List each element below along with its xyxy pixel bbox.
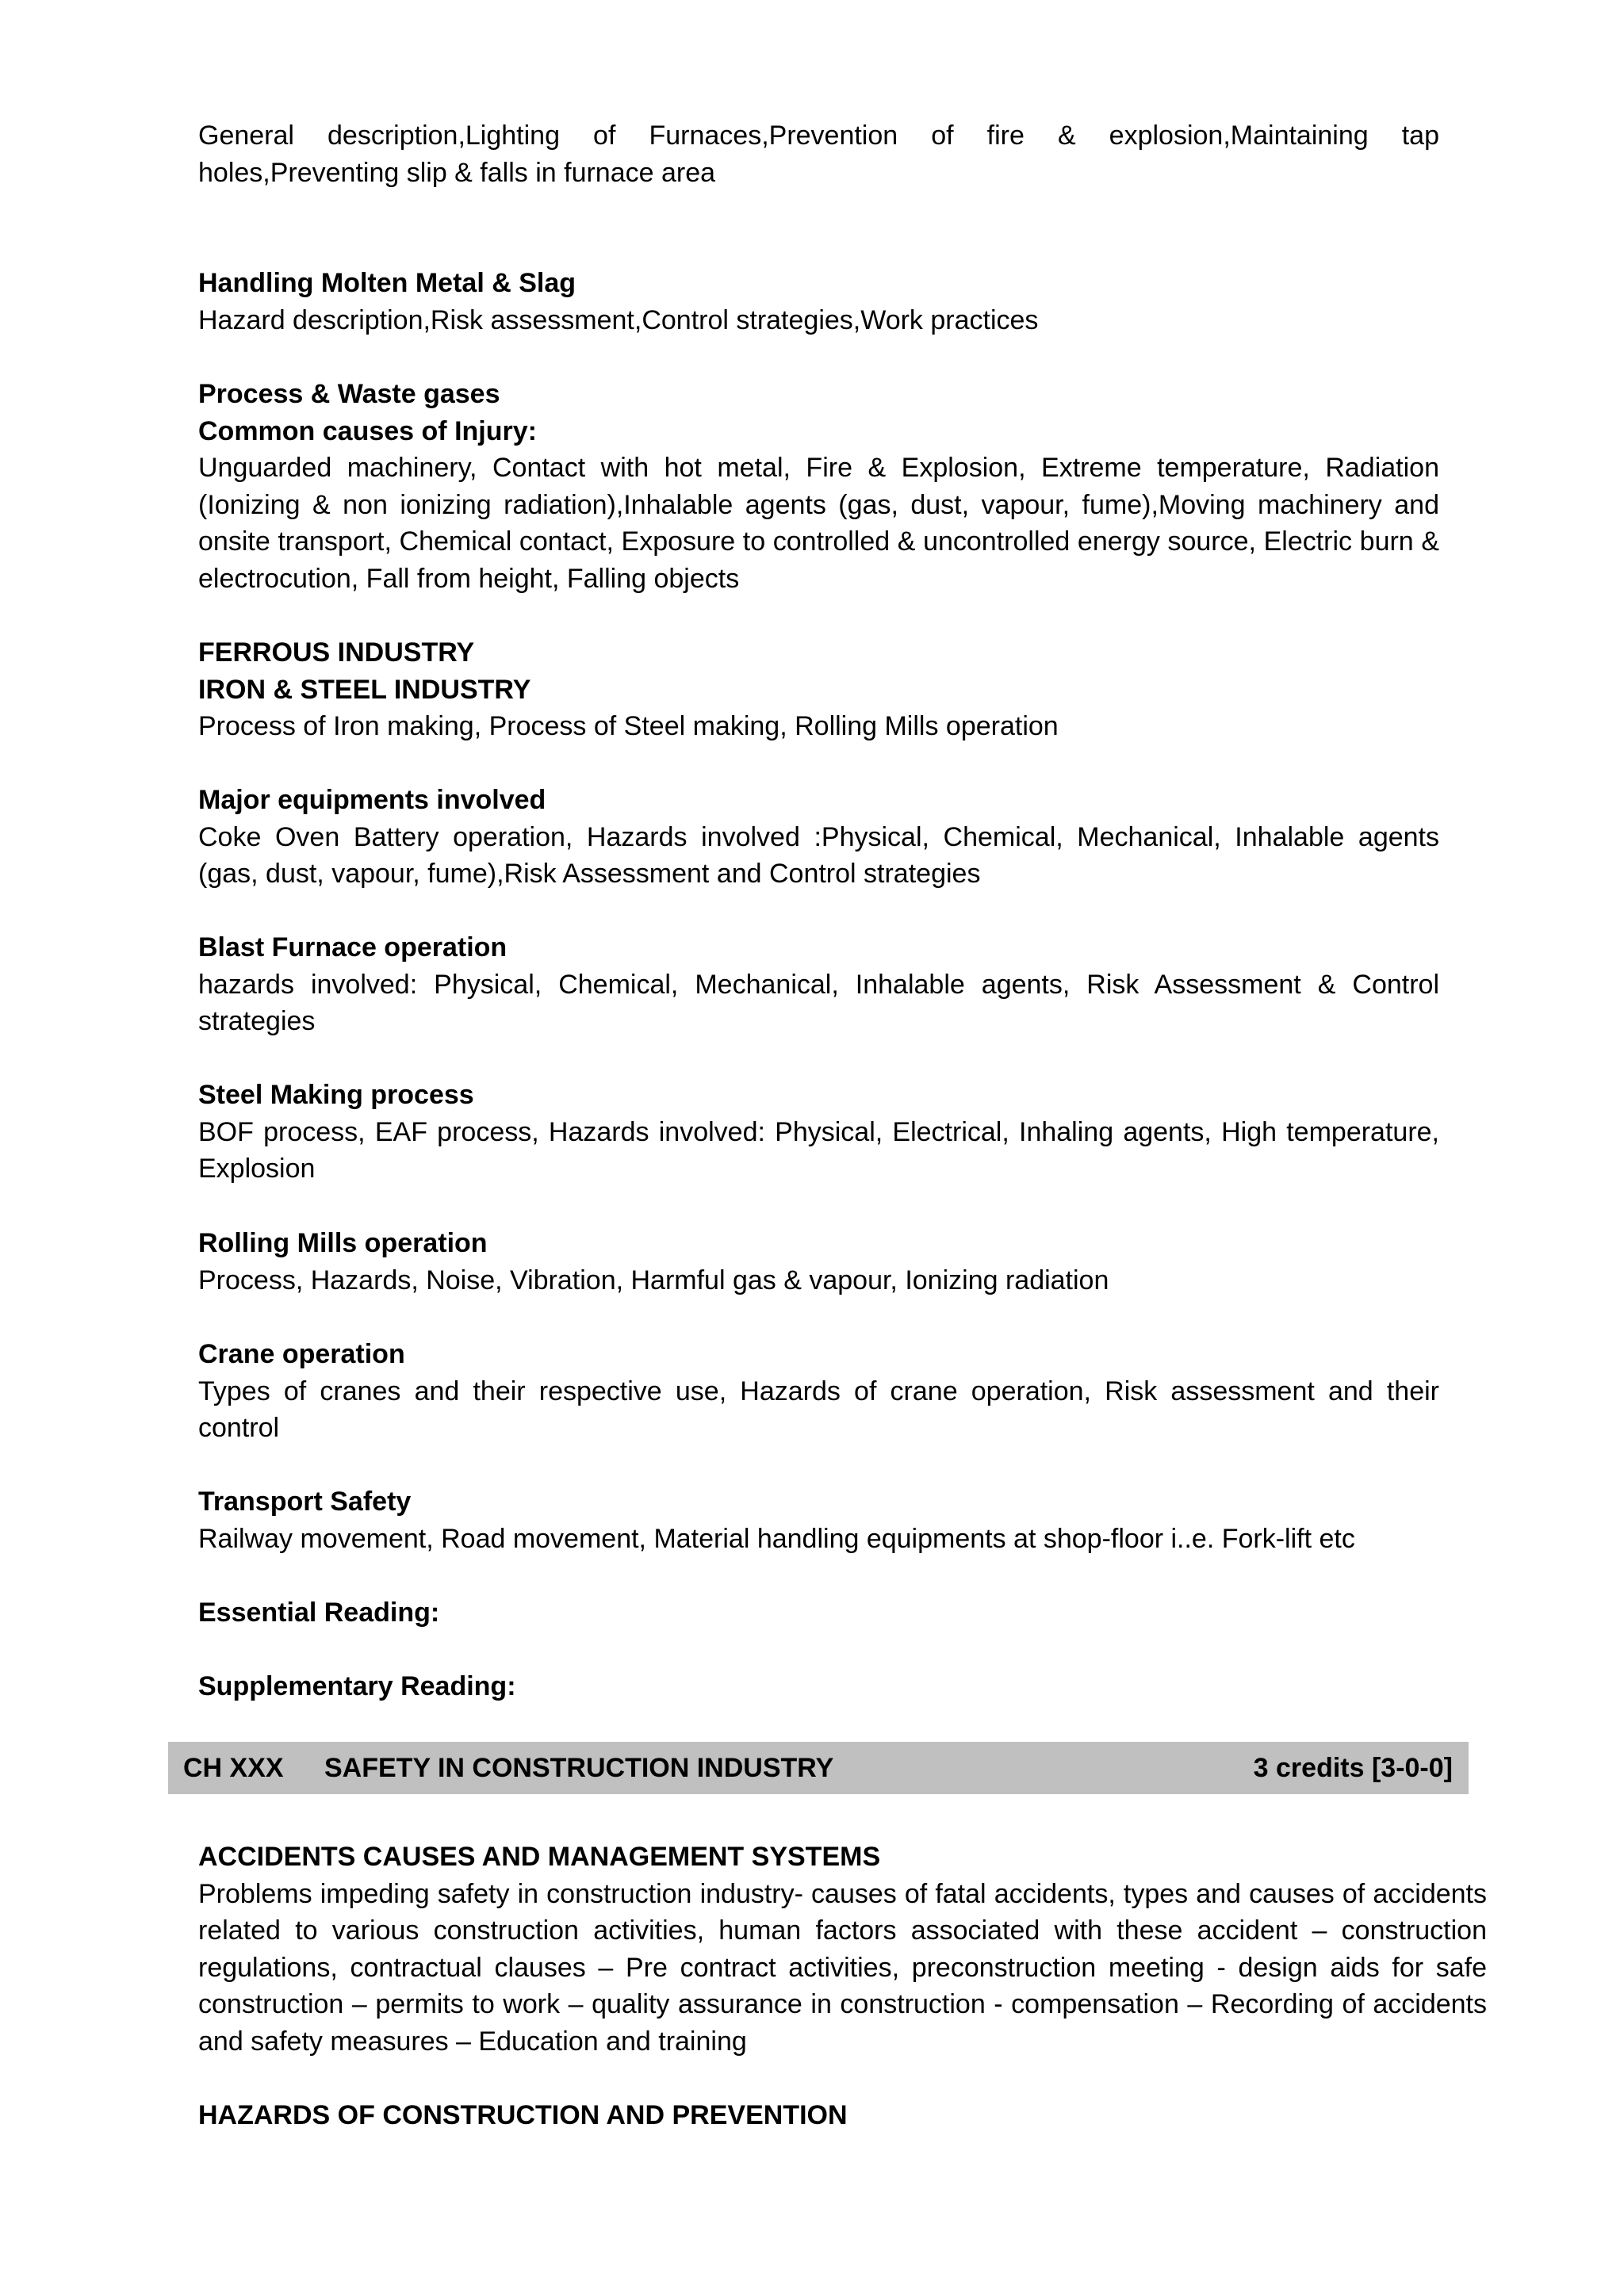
handling-heading: Handling Molten Metal & Slag — [198, 268, 576, 298]
blast-furnace-text: hazards involved: Physical, Chemical, Mechanical, Inhalable agents, Risk Assessment & Control strategies — [198, 969, 1439, 1036]
crane-text: Types of cranes and their respective use, Hazards of crane operation, Risk assessment and their control — [198, 1376, 1439, 1443]
rolling-mills-section — [198, 1225, 1439, 1299]
essential-reading-section — [198, 1594, 1439, 1632]
course-title-bar — [168, 1742, 1469, 1794]
intro-text: General description,Lighting of Furnaces,Prevention of fire & explosion,Maintaining tap holes,Preventing slip & falls in furnace area — [198, 121, 1439, 188]
common-causes-text: Unguarded machinery, Contact with hot metal, Fire & Explosion, Extreme temperature, Radiation (Ionizing & non ionizing radiation),Inhalable agents (gas, dust, vapour, fume),Moving machinery and onsite transport, Chemical contact, Exposure to controlled & uncontrolled energy source, Electric burn & electrocution, Fall from height, Falling objects — [198, 453, 1439, 594]
transport-text: Railway movement, Road movement, Material handling equipments at shop-floor i..e. Fork-lift etc — [198, 1523, 1355, 1554]
ferrous-text: Process of Iron making, Process of Steel making, Rolling Mills operation — [198, 711, 1059, 741]
accidents-section — [198, 1839, 1487, 2060]
essential-reading-heading: Essential Reading: — [198, 1598, 440, 1628]
course-code: CH XXX — [183, 1753, 284, 1783]
major-equipments-section — [198, 782, 1439, 893]
crane-heading: Crane operation — [198, 1339, 405, 1369]
major-equipments-text: Coke Oven Battery operation, Hazards involved :Physical, Chemical, Mechanical, Inhalable agents (gas, dust, vapour, fume),Risk Assessment and Control strategies — [198, 821, 1439, 889]
iron-steel-heading: IRON & STEEL INDUSTRY — [198, 674, 531, 705]
handling-section — [198, 265, 1439, 339]
accidents-heading: ACCIDENTS CAUSES AND MANAGEMENT SYSTEMS — [198, 1842, 881, 1872]
hazards-heading: HAZARDS OF CONSTRUCTION AND PREVENTION — [198, 2100, 848, 2130]
rolling-mills-text: Process, Hazards, Noise, Vibration, Harmful gas & vapour, Ionizing radiation — [198, 1265, 1109, 1295]
transport-section — [198, 1483, 1439, 1557]
steel-making-text: BOF process, EAF process, Hazards involved: Physical, Electrical, Inhaling agents, High temperature, Explosion — [198, 1116, 1439, 1184]
steel-making-section — [198, 1077, 1439, 1188]
crane-section — [198, 1336, 1439, 1447]
supplementary-reading-section — [198, 1668, 1439, 1705]
ferrous-heading: FERROUS INDUSTRY — [198, 637, 475, 668]
blast-furnace-heading: Blast Furnace operation — [198, 932, 508, 962]
accidents-text: Problems impeding safety in construction industry- causes of fatal accidents, types and causes of accidents related to various construction activities, human factors associated with these accident – construction regulations, contractual clauses – Pre contract activities, preconstruction meeting - design aids for safe construction – permits to work – quality assurance in construction - compensation – Recording of accidents and safety measures – Education and training — [198, 1878, 1487, 2057]
handling-text: Hazard description,Risk assessment,Control strategies,Work practices — [198, 304, 1039, 335]
supplementary-reading-heading: Supplementary Reading: — [198, 1671, 516, 1701]
ferrous-section — [198, 634, 1439, 745]
course-title: SAFETY IN CONSTRUCTION INDUSTRY — [324, 1753, 834, 1783]
rolling-mills-heading: Rolling Mills operation — [198, 1228, 488, 1258]
hazards-section — [198, 2097, 1439, 2134]
course-credits: 3 credits [3-0-0] — [1253, 1753, 1453, 1783]
major-equipments-heading: Major equipments involved — [198, 785, 546, 815]
common-causes-heading: Common causes of Injury: — [198, 415, 537, 446]
intro-section — [198, 117, 1439, 191]
transport-heading: Transport Safety — [198, 1487, 412, 1517]
process-gases-heading: Process & Waste gases — [198, 379, 500, 409]
process-gases-section — [198, 376, 1439, 597]
blast-furnace-section — [198, 929, 1439, 1040]
steel-making-heading: Steel Making process — [198, 1080, 474, 1110]
